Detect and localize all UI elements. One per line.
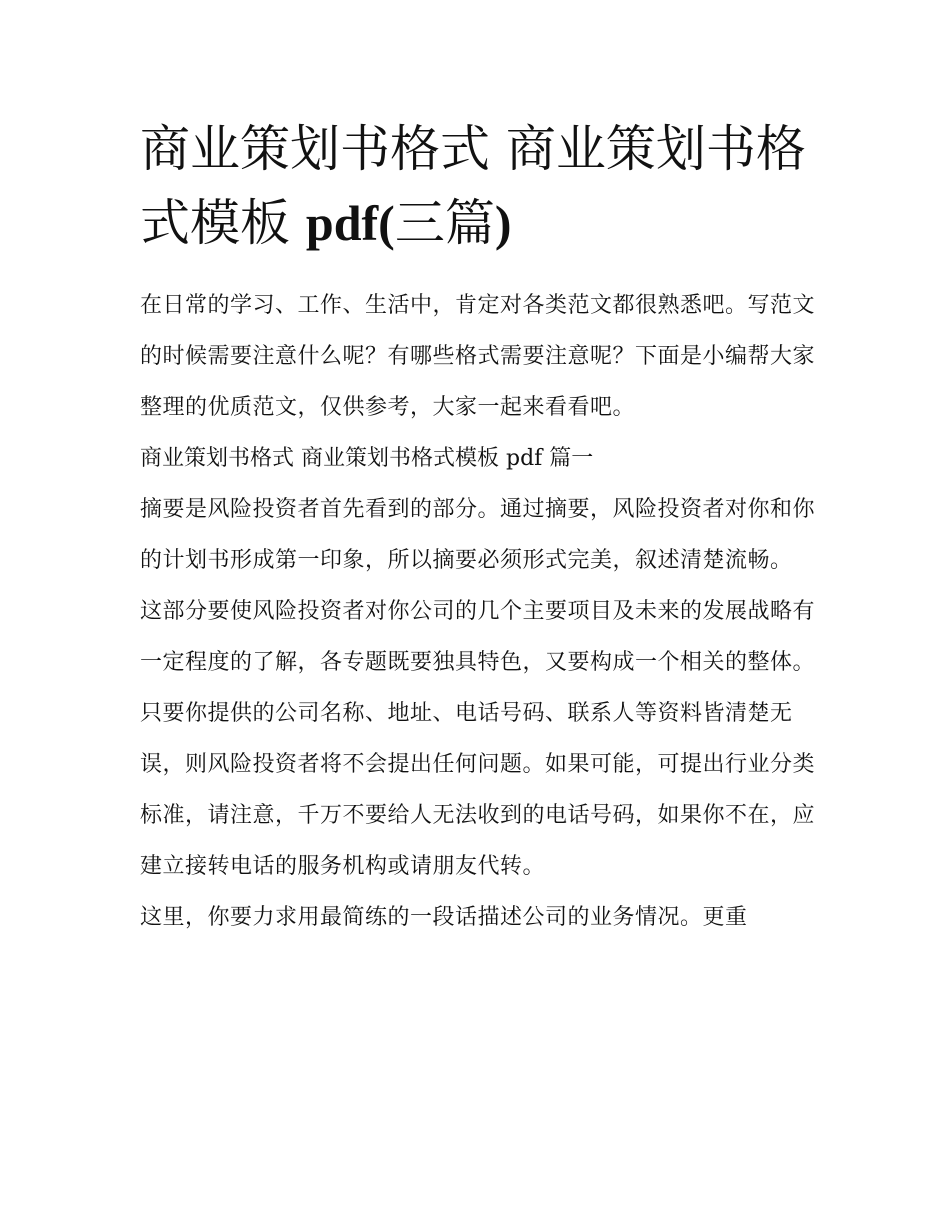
title-part-close: )	[494, 195, 512, 251]
title-part-2: 三篇	[394, 194, 495, 252]
document-body	[140, 280, 820, 943]
title-part-1: 商业策划书格式 商业策划书格式模板	[140, 120, 806, 252]
body-paragraph: 这里，你要力求用最简练的一段话描述公司的业务情况。更重	[140, 905, 748, 930]
document-title	[140, 112, 820, 260]
section-heading: 商业策划书格式 商业策划书格式模板 pdf 篇一	[140, 446, 594, 471]
intro-paragraph: 在日常的学习、工作、生活中，肯定对各类范文都很熟悉吧。写范文的时候需要注意什么呢？有哪些格式需要注意呢？下面是小编帮大家整理的优质范文，仅供参考，大家一起来看看吧。	[140, 293, 816, 420]
body-paragraph: 只要你提供的公司名称、地址、电话号码、联系人等资料皆清楚无误，则风险投资者将不会提出任何问题。如果可能，可提出行业分类标准，请注意，千万不要给人无法收到的电话号码，如果你不在，应建立接转电话的服务机构或请朋友代转。	[140, 701, 816, 879]
body-paragraph: 摘要是风险投资者首先看到的部分。通过摘要，风险投资者对你和你的计划书形成第一印象，所以摘要必须形式完美，叙述清楚流畅。	[140, 497, 816, 573]
title-part-latin: pdf(	[305, 195, 395, 251]
body-paragraph: 这部分要使风险投资者对你公司的几个主要项目及未来的发展战略有一定程度的了解，各专题既要独具特色，又要构成一个相关的整体。	[140, 599, 816, 675]
document-page	[140, 112, 820, 943]
